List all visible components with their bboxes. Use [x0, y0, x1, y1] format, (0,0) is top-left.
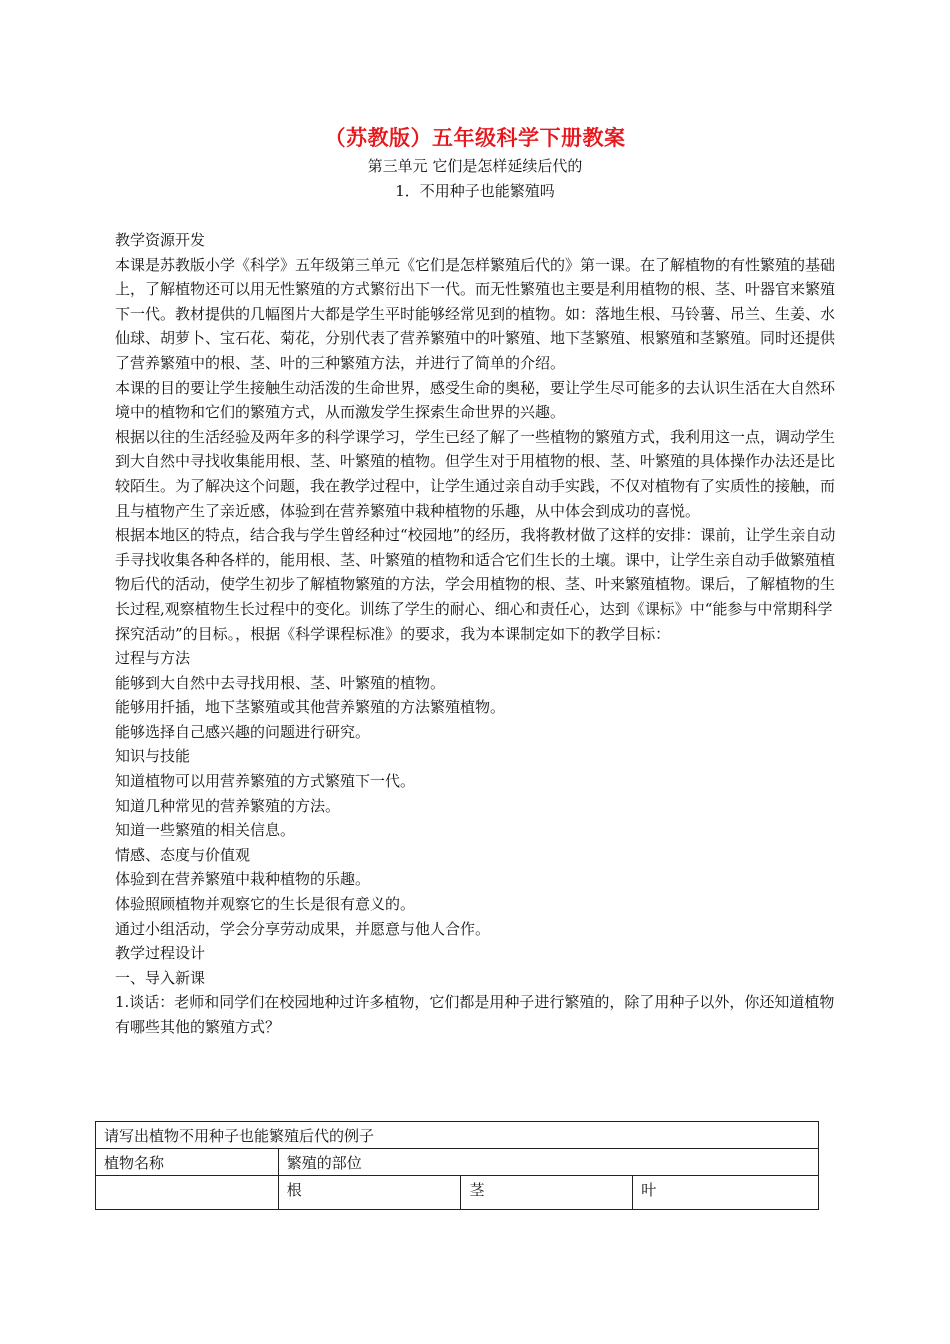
section-heading: 教学资源开发 [115, 231, 206, 249]
column-header-part: 繁殖的部位 [278, 1149, 818, 1176]
column-header-plant: 植物名称 [96, 1149, 279, 1176]
section-heading: 过程与方法 [115, 649, 191, 668]
section-heading: 知识与技能 [115, 747, 191, 766]
list-item: 体验照顾植物并观察它的生长是很有意义的。 [115, 895, 416, 914]
list-item: 通过小组活动，学会分享劳动成果，并愿意与他人合作。 [115, 919, 491, 938]
unit-heading: 第三单元 它们是怎样延续后代的 [367, 157, 583, 175]
section-heading: 教学过程设计 [115, 944, 206, 963]
table-caption: 请写出植物不用种子也能繁殖后代的例子 [96, 1122, 819, 1149]
document-title: （苏教版）五年级科学下册教案 [324, 125, 626, 150]
part-root-cell: 根 [278, 1176, 461, 1210]
list-item: 知道植物可以用营养繁殖的方式繁殖下一代。 [115, 772, 416, 791]
list-item: 能够到大自然中去寻找用根、茎、叶繁殖的植物。 [115, 673, 446, 692]
list-item: 知道一些繁殖的相关信息。 [115, 821, 296, 840]
section-heading: 一、导入新课 [115, 968, 206, 987]
list-item: 知道几种常见的营养繁殖的方法。 [115, 796, 341, 815]
paragraph: 根据本地区的特点，结合我与学生曾经种过“校园地”的经历，我将教材做了这样的安排：课前，让学生亲自动手寻找收集各种各样的，能用根、茎、叶繁殖的植物和适合它们生长的土壤。课中，让学生亲自动手做繁殖植物后代的活动，使学生初步了解植物繁殖的方法，学会用植物的根、茎、叶来繁殖植物。课后，了解植物的生长过程,观察植物生长过程中的变化。训练了学生的耐心、细心和责任心，达到《课标》中“能参与中常期科学探究活动”的目标。，根据《科学课程标准》的要求，我为本课制定如下的教学目标： [115, 526, 836, 643]
document-body [115, 228, 840, 1040]
paragraph: 本课的目的要让学生接触生动活泼的生命世界，感受生命的奥秘，要让学生尽可能多的去认识生活在大自然环境中的植物和它们的繁殖方式，从而激发学生探索生命世界的兴趣。 [115, 378, 836, 422]
part-leaf-cell: 叶 [633, 1176, 819, 1210]
list-item: 能够选择自己感兴趣的问题进行研究。 [115, 722, 371, 741]
paragraph: 本课是苏教版小学《科学》五年级第三单元《它们是怎样繁殖后代的》第一课。在了解植物的有性繁殖的基础上，了解植物还可以用无性繁殖的方式繁衍出下一代。而无性繁殖也主要是利用植物的根、茎、叶器官来繁殖下一代。教材提供的几幅图片大都是学生平时能够经常见到的植物。如：落地生根、马铃薯、吊兰、生姜、水仙球、胡萝卜、宝石花、菊花，分别代表了营养繁殖中的叶繁殖、地下茎繁殖、根繁殖和茎繁殖。同时还提供了营养繁殖中的根、茎、叶的三种繁殖方法，并进行了简单的介绍。 [115, 255, 836, 372]
plant-name-cell[interactable] [96, 1176, 279, 1210]
list-item: 体验到在营养繁殖中栽种植物的乐趣。 [115, 870, 371, 889]
examples-table [95, 1121, 819, 1210]
lesson-heading: 1．不用种子也能繁殖吗 [395, 182, 555, 200]
paragraph: 1.谈话：老师和同学们在校园地种过许多植物，它们都是用种子进行繁殖的，除了用种子以外，你还知道植物有哪些其他的繁殖方式？ [115, 993, 835, 1036]
paragraph: 根据以往的生活经验及两年多的科学课学习，学生已经了解了一些植物的繁殖方式，我利用这一点，调动学生到大自然中寻找收集能用根、茎、叶繁殖的植物。但学生对于用植物的根、茎、叶繁殖的具体操作办法还是比较陌生。为了解决这个问题，我在教学过程中，让学生通过亲自动手实践，不仅对植物有了实质性的接触，而且与植物产生了亲近感，体验到在营养繁殖中栽种植物的乐趣，从中体会到成功的喜悦。 [115, 427, 836, 520]
section-heading: 情感、态度与价值观 [115, 845, 251, 864]
part-stem-cell: 茎 [461, 1176, 633, 1210]
list-item: 能够用扦插，地下茎繁殖或其他营养繁殖的方法繁殖植物。 [115, 698, 506, 717]
